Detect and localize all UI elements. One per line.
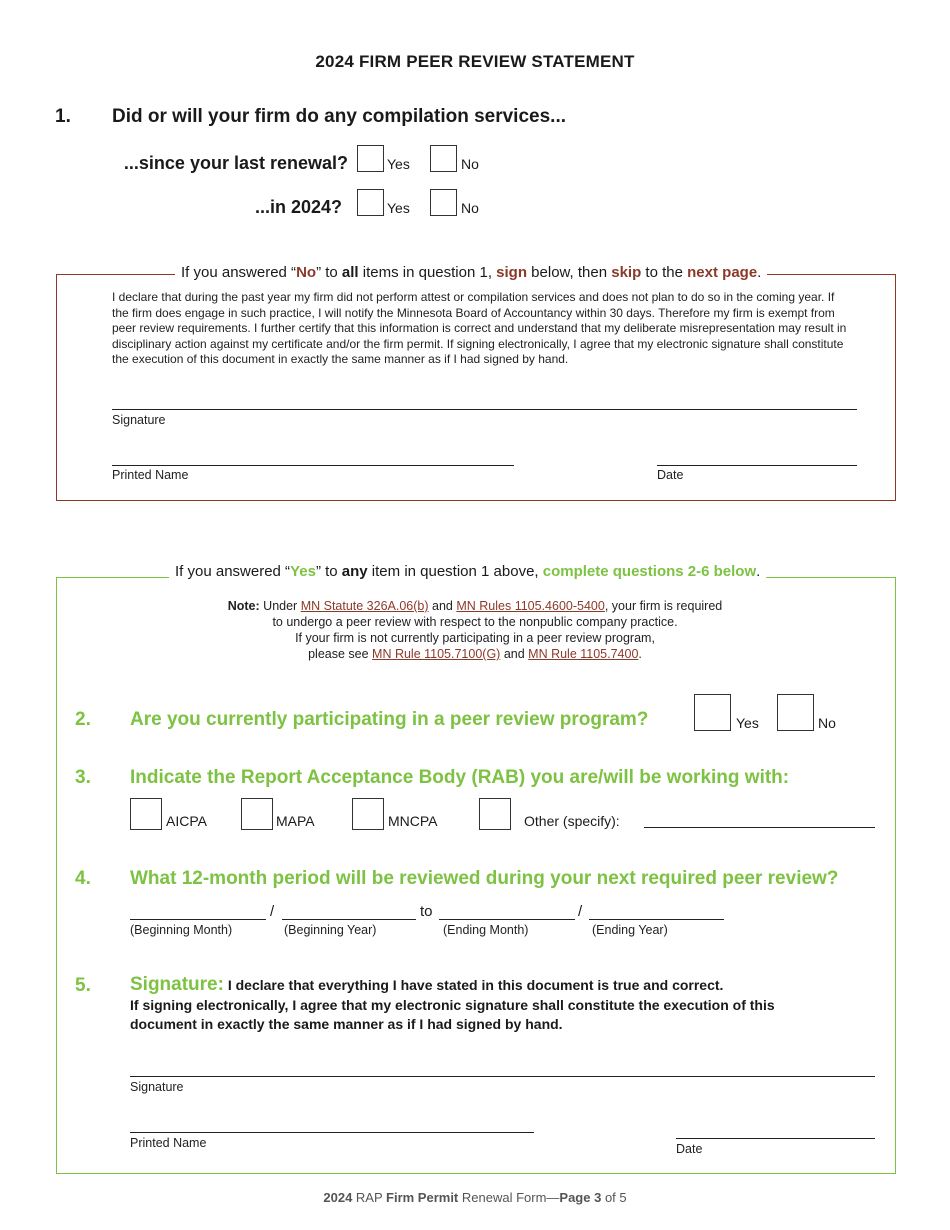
no-signature-label: Signature — [112, 413, 166, 427]
yes-signature-line[interactable] — [130, 1076, 875, 1077]
yes-section-note: Note: Under MN Statute 326A.06(b) and MN Rules 1105.4600-5400, your firm is required to undergo a peer review with respect to the nonpublic company practice. If your firm is not currently participating in a peer review program, please see MN Rule 1105.7100(G) and MN Rule 1105.7400. — [227, 599, 723, 661]
q1-text: Did or will your firm do any compilation services... — [112, 106, 566, 127]
q2-yes-label: Yes — [736, 715, 759, 731]
no-date-label: Date — [657, 468, 684, 482]
ending-year-line[interactable] — [589, 919, 724, 920]
mn-statute-link[interactable]: MN Statute 326A.06(b) — [300, 599, 429, 613]
q2-text: Are you currently participating in a peer review program? — [130, 709, 649, 730]
beginning-month-caption: (Beginning Month) — [130, 923, 233, 937]
rab-mncpa-checkbox[interactable] — [352, 798, 384, 830]
q2-no-label: No — [818, 715, 836, 731]
yes-printed-name-line[interactable] — [130, 1132, 534, 1133]
no-signature-line[interactable] — [112, 409, 857, 410]
rab-aicpa-checkbox[interactable] — [130, 798, 162, 830]
q1-row-label: ...since your last renewal? — [123, 153, 348, 173]
mn-rules-link[interactable]: MN Rules 1105.4600-5400 — [456, 599, 605, 613]
ending-month-caption: (Ending Month) — [443, 923, 529, 937]
rab-mncpa-label: MNCPA — [388, 813, 438, 829]
q1-number: 1. — [55, 106, 71, 127]
q1-2024-no-checkbox[interactable] — [430, 189, 457, 216]
rab-other-label: Other (specify): — [524, 813, 620, 829]
q1-2024-yes-label: Yes — [387, 200, 410, 216]
q5-number: 5. — [75, 975, 91, 996]
q1-renewal-yes-label: Yes — [387, 156, 410, 172]
q2-no-checkbox[interactable] — [777, 694, 814, 731]
q1-2024-no-label: No — [461, 200, 479, 216]
no-section-declaration: I declare that during the past year my firm did not perform attest or compilation services and does not plan to do so in the coming year. If the firm does engage in such practice, I will notify the Minnesota Board of Accountancy within 30 days. Therefore my firm is exempt from peer review requirements. I further certify that this information is correct and understand that my deliberate misrepresentation may result in disciplinary action against my certificate and/or the firm permit. If signing electronically, I agree that my electronic signature shall constitute the execution of this document in exactly the same manner as if I had signed by hand. — [112, 290, 847, 366]
mn-rule-7100-link[interactable]: MN Rule 1105.7100(G) — [372, 647, 501, 661]
rab-other-input-line[interactable] — [644, 827, 875, 828]
ending-year-caption: (Ending Year) — [592, 923, 668, 937]
rab-mapa-checkbox[interactable] — [241, 798, 273, 830]
mn-rule-7400-link[interactable]: MN Rule 1105.7400 — [528, 647, 639, 661]
slash-separator: / — [578, 903, 583, 920]
q3-number: 3. — [75, 767, 91, 788]
q5-text: Signature: I declare that everything I have stated in this document is true and correct. If signing electronically, I agree that my electronic signature shall constitute the execution of this document in exactly the same manner as if I had signed by hand. — [130, 974, 775, 1032]
no-printed-name-line[interactable] — [112, 465, 514, 466]
q1-renewal-no-checkbox[interactable] — [430, 145, 457, 172]
no-date-line[interactable] — [657, 465, 857, 466]
no-section-legend: If you answered “No” to all items in question 1, sign below, then skip to the next page. — [175, 264, 767, 281]
ending-month-line[interactable] — [439, 919, 575, 920]
yes-signature-label: Signature — [130, 1080, 184, 1094]
beginning-month-line[interactable] — [130, 919, 266, 920]
q2-yes-checkbox[interactable] — [694, 694, 731, 731]
q1-renewal-yes-checkbox[interactable] — [357, 145, 384, 172]
rab-mapa-label: MAPA — [276, 813, 315, 829]
beginning-year-line[interactable] — [282, 919, 416, 920]
q1-renewal-no-label: No — [461, 156, 479, 172]
beginning-year-caption: (Beginning Year) — [284, 923, 377, 937]
q4-text: What 12-month period will be reviewed during your next required peer review? — [130, 868, 839, 889]
slash-separator: / — [270, 903, 275, 920]
no-printed-name-label: Printed Name — [112, 468, 189, 482]
q3-text: Indicate the Report Acceptance Body (RAB) you are/will be working with: — [130, 767, 790, 788]
to-separator: to — [420, 903, 433, 920]
q1-2024-yes-checkbox[interactable] — [357, 189, 384, 216]
rab-other-checkbox[interactable] — [479, 798, 511, 830]
q2-number: 2. — [75, 709, 91, 730]
q1-row-label: ...in 2024? — [254, 197, 342, 217]
page-footer: 2024 RAP Firm Permit Renewal Form—Page 3 of 5 — [323, 1190, 627, 1205]
yes-section-legend: If you answered “Yes” to any item in question 1 above, complete questions 2-6 below. — [169, 563, 766, 580]
q4-number: 4. — [75, 868, 91, 889]
yes-date-label: Date — [676, 1142, 703, 1156]
yes-printed-name-label: Printed Name — [130, 1136, 207, 1150]
page-title: 2024 FIRM PEER REVIEW STATEMENT — [315, 52, 635, 71]
rab-aicpa-label: AICPA — [166, 813, 207, 829]
yes-date-line[interactable] — [676, 1138, 875, 1139]
